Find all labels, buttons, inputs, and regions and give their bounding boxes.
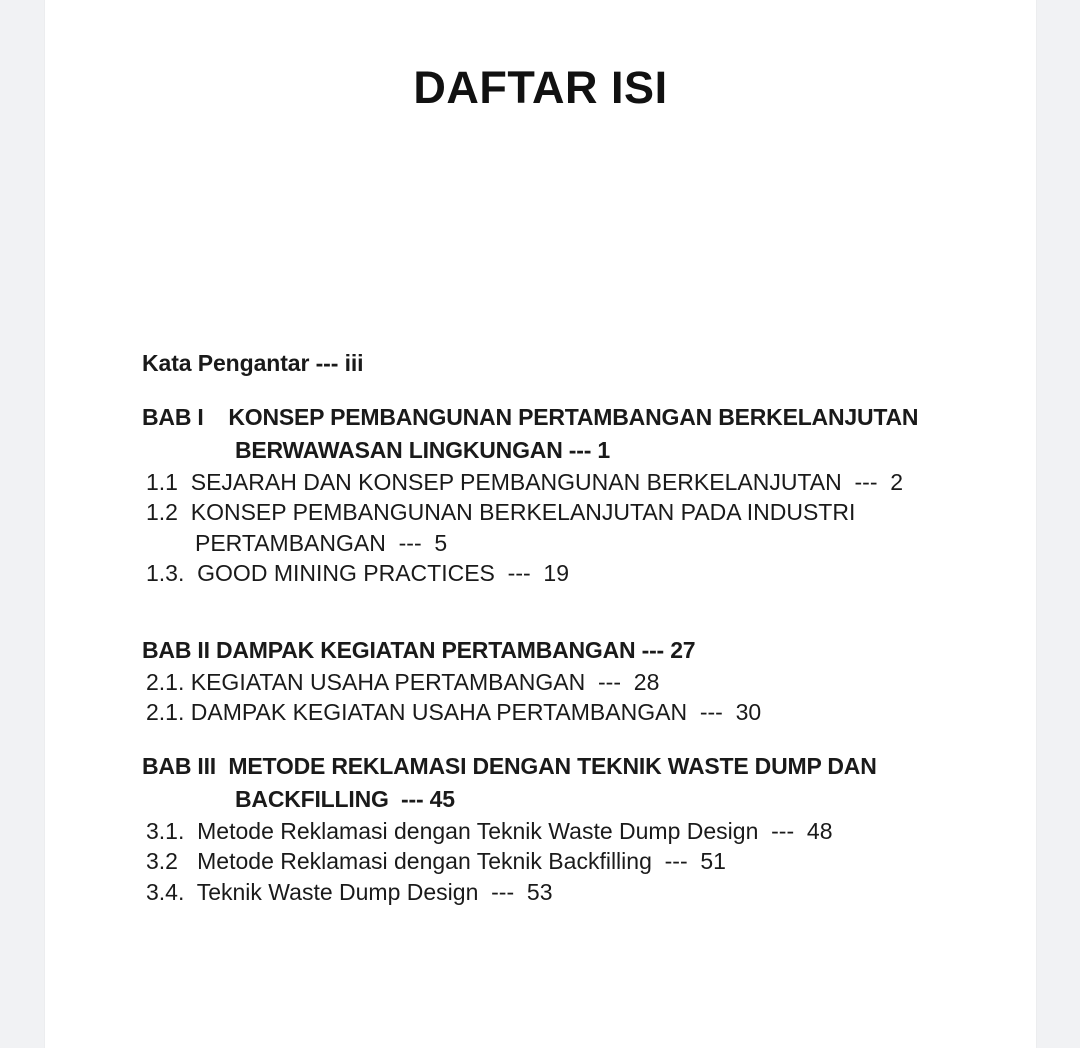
toc-entry-2-1: 2.1. KEGIATAN USAHA PERTAMBANGAN --- 28 xyxy=(146,668,660,695)
toc-chapter-heading-bab-1-line-1: BAB I KONSEP PEMBANGUNAN PERTAMBANGAN BERKELANJUTAN xyxy=(142,403,919,430)
toc-chapter-heading-bab-1-line-2: BERWAWASAN LINGKUNGAN --- 1 xyxy=(235,436,610,463)
toc-entry-3-1: 3.1. Metode Reklamasi dengan Teknik Waste Dump Design --- 48 xyxy=(146,817,833,844)
toc-entry-2-1-duplicate: 2.1. DAMPAK KEGIATAN USAHA PERTAMBANGAN --- 30 xyxy=(146,699,762,725)
toc-entry-1-2-continuation: PERTAMBANGAN --- 5 xyxy=(195,529,448,556)
toc-entry-1-2: 1.2 KONSEP PEMBANGUNAN BERKELANJUTAN PADA INDUSTRI xyxy=(146,499,856,525)
toc-chapter-heading-bab-3-line-2: BACKFILLING --- 45 xyxy=(235,785,455,812)
page-title: DAFTAR ISI xyxy=(413,62,668,113)
toc-entry-3-2: 3.2 Metode Reklamasi dengan Teknik Backfilling --- 51 xyxy=(146,848,726,874)
spacer xyxy=(142,379,1002,401)
spacer xyxy=(142,728,1002,750)
toc-chapter-heading-bab-2-line-1: BAB II DAMPAK KEGIATAN PERTAMBANGAN --- 27 xyxy=(142,636,696,663)
document-page xyxy=(45,0,1036,1048)
toc-entry-1-3: 1.3. GOOD MINING PRACTICES --- 19 xyxy=(146,560,570,586)
table-of-contents xyxy=(142,348,1002,907)
toc-entry-kata-pengantar: Kata Pengantar --- iii xyxy=(142,350,364,376)
spacer xyxy=(142,589,1002,634)
toc-entry-1-1: 1.1 SEJARAH DAN KONSEP PEMBANGUNAN BERKELANJUTAN --- 2 xyxy=(146,468,904,495)
toc-chapter-heading-bab-3-line-1: BAB III METODE REKLAMASI DENGAN TEKNIK WASTE DUMP DAN xyxy=(142,752,877,779)
toc-entry-3-4: 3.4. Teknik Waste Dump Design --- 53 xyxy=(146,878,553,905)
